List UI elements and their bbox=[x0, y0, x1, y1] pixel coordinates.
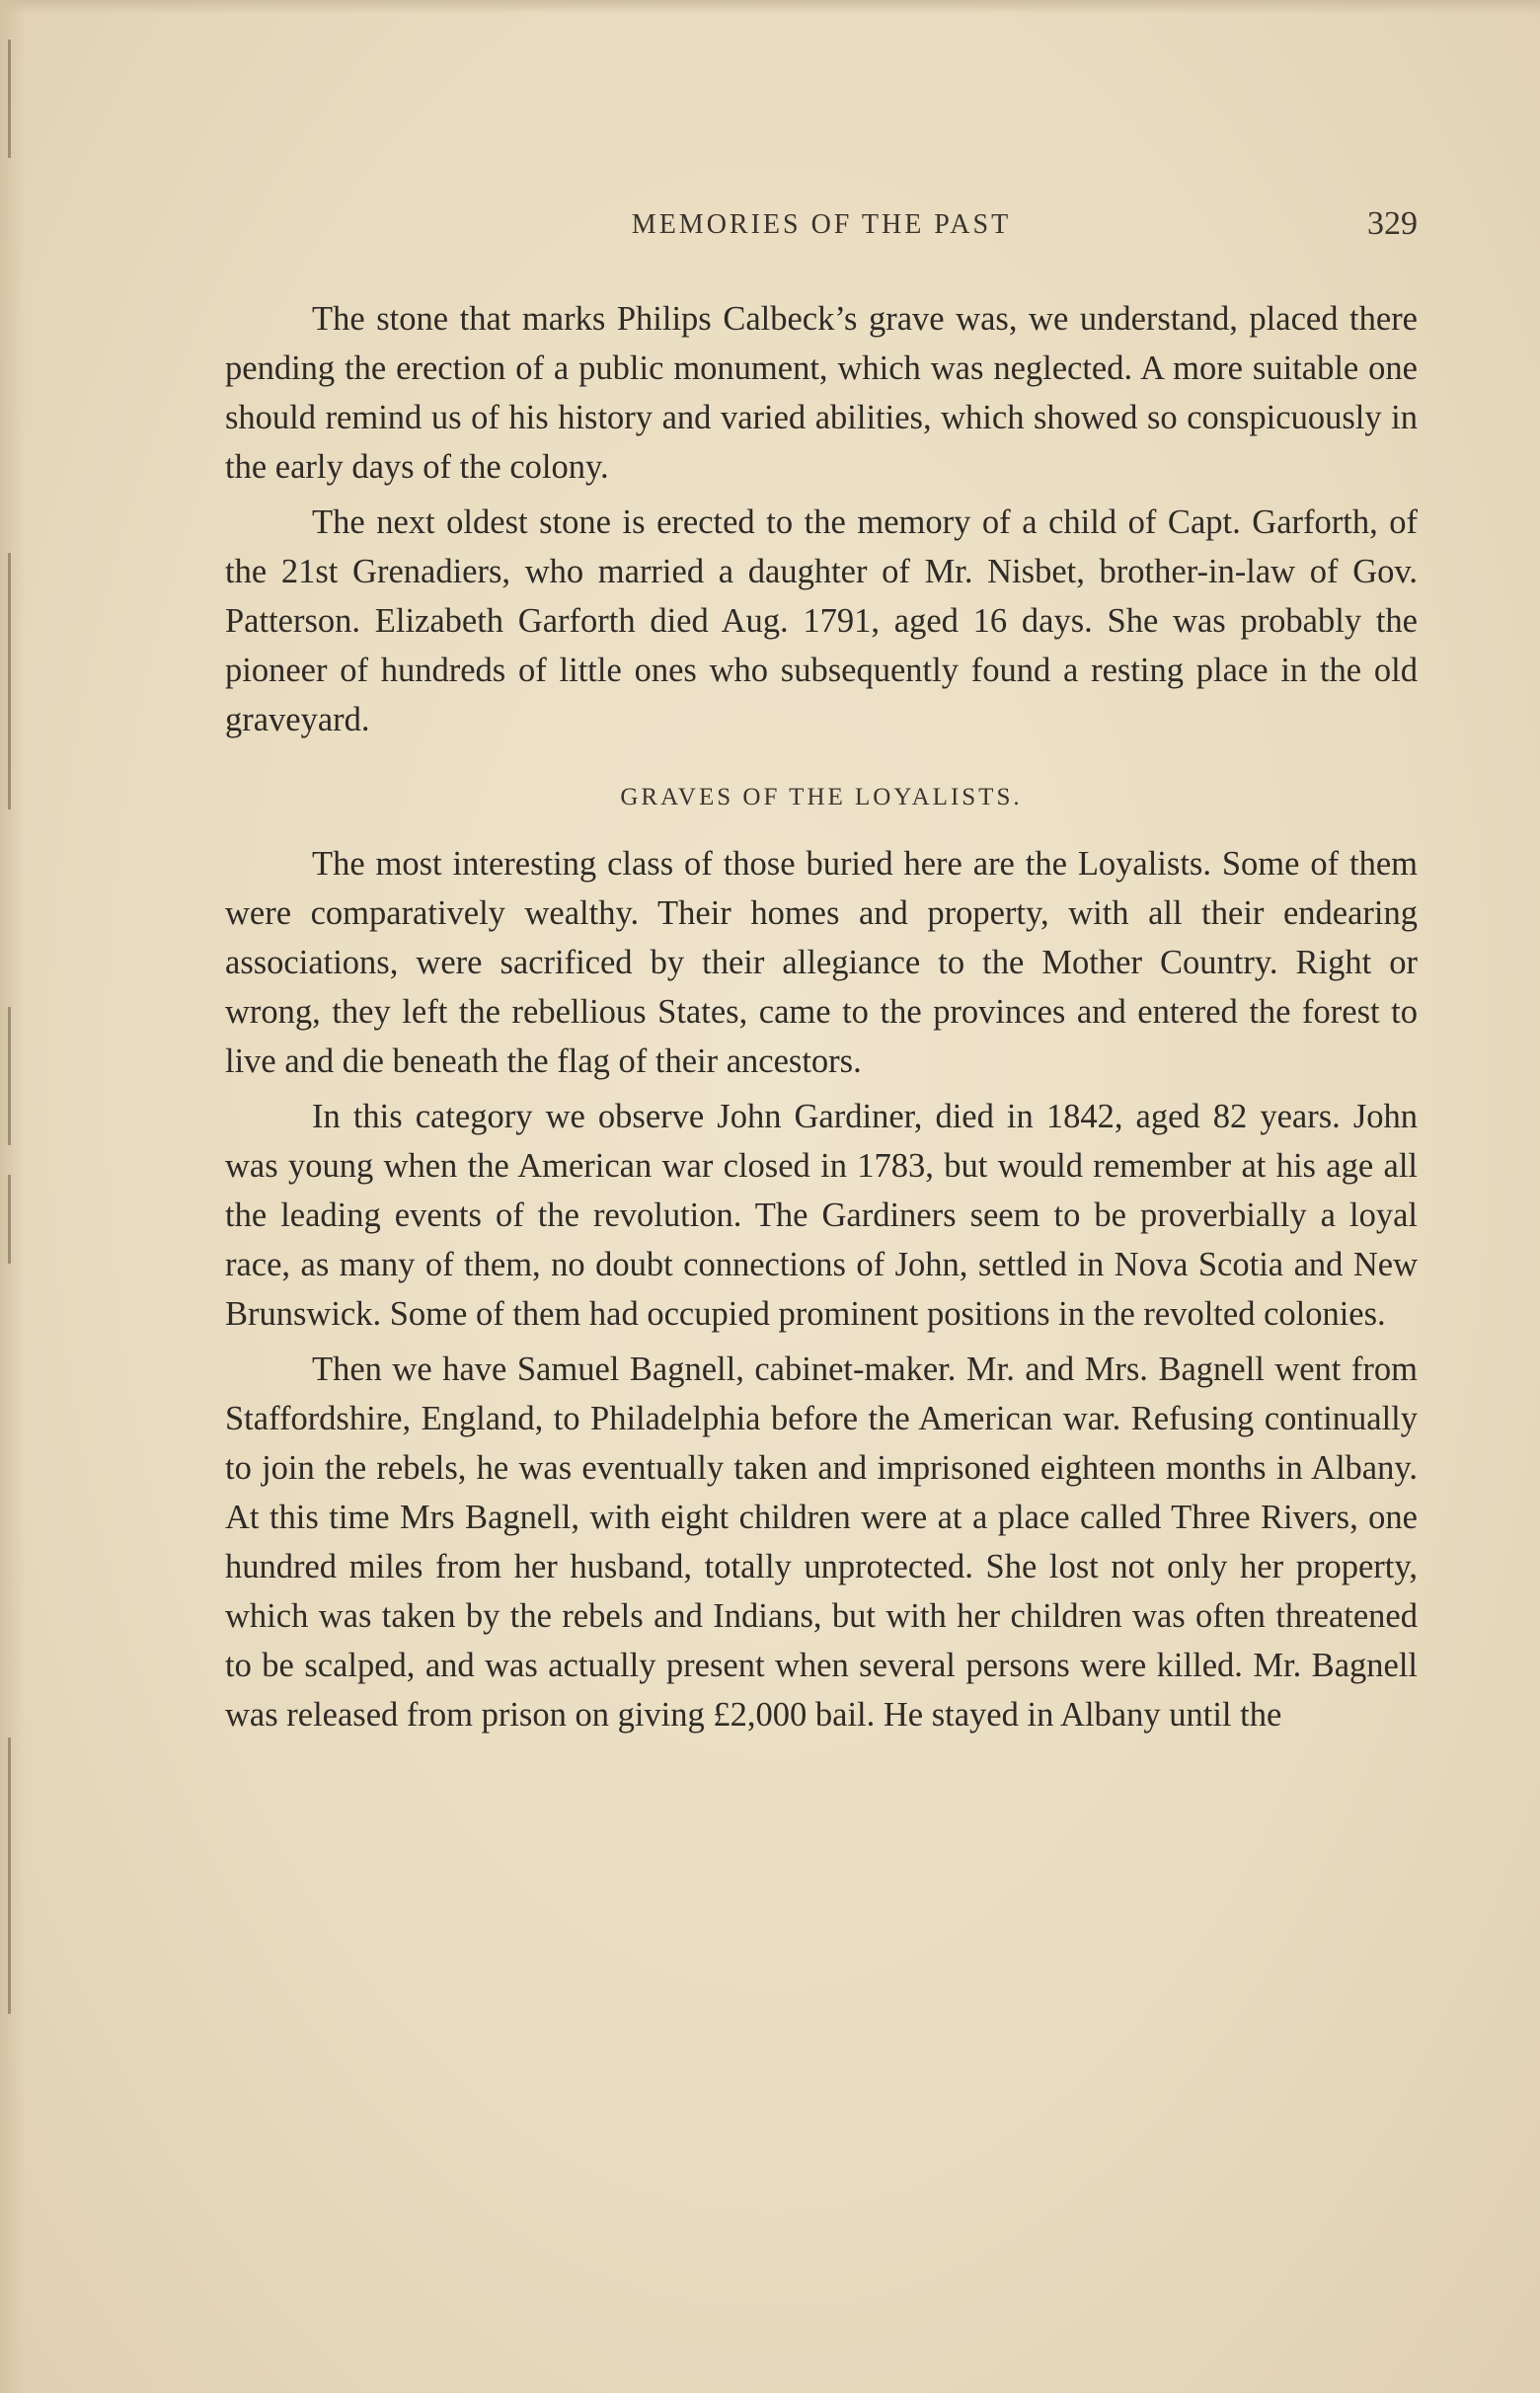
binding-mark bbox=[8, 1007, 11, 1145]
binding-gutter bbox=[0, 0, 26, 2393]
binding-mark bbox=[8, 1737, 11, 2014]
page-body bbox=[225, 294, 1418, 1745]
page-number: 329 bbox=[1367, 205, 1418, 242]
paragraph: In this category we observe John Gardiner, died in 1842, aged 82 years. John was young when the American war closed in 1783, but would remember at his age all the leading events of the revolution. The Gardiners seem to be proverbially a loyal race, as many of them, no doubt connections of John, settled in Nova Scotia and New Brunswick. Some of them had occupied prominent positions in the revolted colonies. bbox=[225, 1098, 1418, 1333]
paragraph: Then we have Samuel Bagnell, cabinet-maker. Mr. and Mrs. Bagnell went from Staffordshire, England, to Philadelphia before the American war. Refusing continually to join the rebels, he was eventually taken and imprisoned eighteen months in Albany. At this time Mrs Bagnell, with eight children were at a place called Three Rivers, one hundred miles from her husband, totally unprotected. She lost not only her property, which was taken by the rebels and Indians, but with her children was often threatened to be scalped, and was actually present when several persons were killed. Mr. Bagnell was released from prison on giving £2,000 bail. He stayed in Albany until the bbox=[225, 1351, 1418, 1734]
paragraph: The most interesting class of those buried here are the Loyalists. Some of them were comparatively wealthy. Their homes and property, with all their endearing associations, were sacrificed by their allegiance to the Mother Country. Right or wrong, they left the rebellious States, came to the provinces and entered the forest to live and die beneath the flag of their ancestors. bbox=[225, 845, 1418, 1080]
running-head: MEMORIES OF THE PAST bbox=[631, 209, 1012, 240]
paragraph: The stone that marks Philips Calbeck’s grave was, we understand, placed there pending the erection of a public monument, which was neglected. A more suitable one should remind us of his history and varied abilities, which showed so conspicuously in the early days of the colony. bbox=[225, 300, 1418, 486]
page-header bbox=[225, 205, 1418, 249]
page-top-shadow bbox=[0, 0, 1540, 14]
binding-mark bbox=[8, 39, 11, 158]
paragraph: The next oldest stone is erected to the memory of a child of Capt. Garforth, of the 21st Grenadiers, who married a daughter of Mr. Nisbet, brother-in-law of Gov. Patterson. Elizabeth Garforth died Aug. 1791, aged 16 days. She was probably the pioneer of hundreds of little ones who subsequently found a resting place in the old graveyard. bbox=[225, 503, 1418, 738]
binding-mark bbox=[8, 553, 11, 810]
binding-mark bbox=[8, 1175, 11, 1264]
section-heading: GRAVES OF THE LOYALISTS. bbox=[620, 784, 1023, 811]
